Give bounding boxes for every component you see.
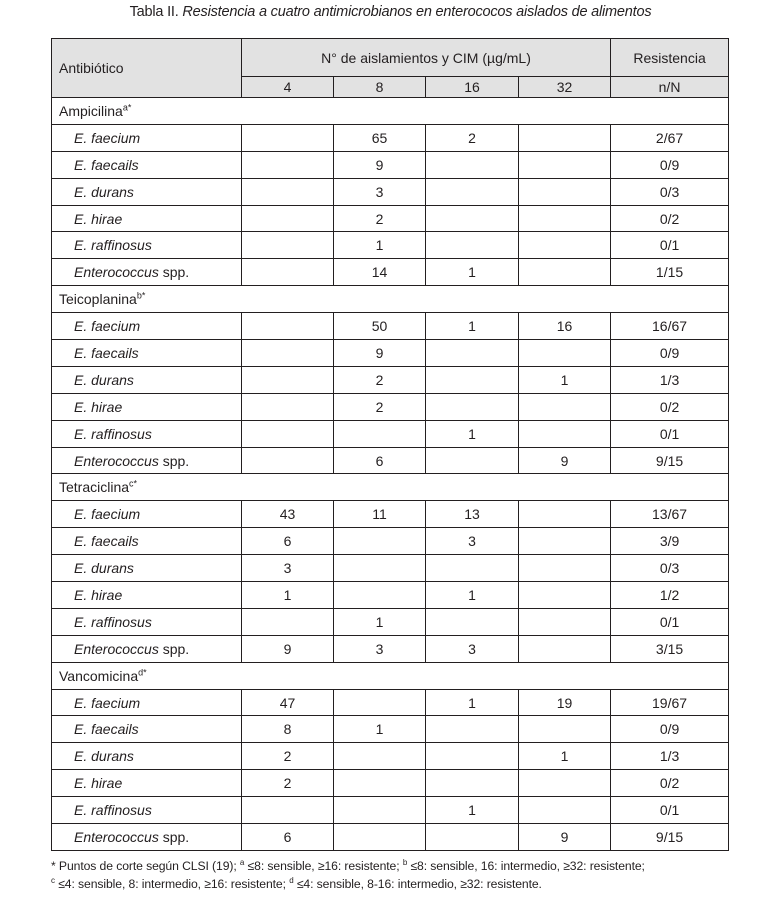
table-row: [52, 555, 729, 582]
header-antibiotic: Antibiótico: [52, 39, 242, 98]
species-cell: [52, 689, 242, 716]
mic-32-cell: [519, 770, 611, 797]
resistance-cell: 0/2: [611, 770, 729, 797]
resistance-cell: 0/9: [611, 716, 729, 743]
species-cell: [52, 447, 242, 474]
mic-32-cell: [519, 178, 611, 205]
mic-16-cell: [426, 366, 519, 393]
species-cell: [52, 259, 242, 286]
resistance-cell: 0/1: [611, 608, 729, 635]
mic-4-cell: [242, 420, 334, 447]
species-name: E. faecails: [74, 533, 139, 550]
section-label: [52, 662, 729, 689]
mic-32-cell: [519, 393, 611, 420]
species-cell: [52, 743, 242, 770]
species-name: E. hirae: [74, 398, 123, 415]
species-cell: [52, 232, 242, 259]
table-row: [52, 447, 729, 474]
antibiotic-footnote-mark: c*: [129, 478, 138, 489]
species-name: E. durans: [74, 183, 134, 200]
section-label: [52, 98, 729, 125]
mic-4-cell: [242, 608, 334, 635]
mic-4-cell: 8: [242, 716, 334, 743]
section-row: [52, 98, 729, 125]
header-mic-16: 16: [426, 77, 519, 98]
mic-32-cell: [519, 151, 611, 178]
footnote-c-text: ≤4: sensible, 8: intermedio, ≥16: resistente;: [54, 877, 290, 891]
mic-4-cell: 6: [242, 528, 334, 555]
mic-8-cell: 2: [334, 393, 426, 420]
species-name: Enterococcus: [74, 828, 159, 845]
mic-8-cell: 11: [334, 501, 426, 528]
mic-8-cell: [334, 824, 426, 851]
mic-32-cell: [519, 608, 611, 635]
mic-8-cell: [334, 528, 426, 555]
footnote-b-text: ≤8: sensible, 16: intermedio, ≥32: resistente;: [407, 859, 645, 873]
mic-16-cell: 1: [426, 259, 519, 286]
species-cell: [52, 582, 242, 609]
resistance-cell: 0/1: [611, 420, 729, 447]
mic-4-cell: [242, 313, 334, 340]
mic-8-cell: [334, 743, 426, 770]
table-row: [52, 797, 729, 824]
table-row: [52, 124, 729, 151]
species-name: E. durans: [74, 371, 134, 388]
mic-32-cell: [519, 582, 611, 609]
species-cell: [52, 528, 242, 555]
mic-16-cell: [426, 232, 519, 259]
species-name: E. faecium: [74, 129, 141, 146]
section-row: [52, 286, 729, 313]
mic-4-cell: [242, 366, 334, 393]
table-row: [52, 582, 729, 609]
mic-4-cell: [242, 447, 334, 474]
species-cell: [52, 420, 242, 447]
caption-title: Resistencia a cuatro antimicrobianos en enterococos aislados de alimentos: [182, 4, 652, 20]
resistance-cell: 16/67: [611, 313, 729, 340]
species-cell: [52, 178, 242, 205]
species-cell: [52, 205, 242, 232]
mic-8-cell: 50: [334, 313, 426, 340]
header-mic-group: N° de aislamientos y CIM (µg/mL): [242, 39, 611, 77]
species-name: E. hirae: [74, 775, 123, 792]
header-resistance: Resistencia: [611, 39, 729, 77]
mic-4-cell: 1: [242, 582, 334, 609]
species-suffix: spp.: [158, 640, 190, 657]
species-cell: [52, 555, 242, 582]
mic-32-cell: [519, 635, 611, 662]
mic-32-cell: [519, 797, 611, 824]
resistance-table: [51, 38, 729, 851]
mic-4-cell: [242, 124, 334, 151]
species-name: E. raffinosus: [74, 613, 152, 630]
section-row: [52, 474, 729, 501]
species-cell: [52, 797, 242, 824]
mic-16-cell: 3: [426, 528, 519, 555]
mic-32-cell: [519, 124, 611, 151]
mic-4-cell: [242, 259, 334, 286]
header-mic-32: 32: [519, 77, 611, 98]
resistance-cell: 1/15: [611, 259, 729, 286]
table-row: [52, 824, 729, 851]
mic-16-cell: 1: [426, 797, 519, 824]
species-name: E. durans: [74, 560, 134, 577]
mic-16-cell: [426, 205, 519, 232]
mic-4-cell: [242, 393, 334, 420]
mic-16-cell: 1: [426, 420, 519, 447]
mic-16-cell: 13: [426, 501, 519, 528]
species-suffix: spp.: [158, 452, 190, 469]
species-name: Enterococcus: [74, 452, 159, 469]
species-cell: [52, 716, 242, 743]
species-name: E. faecails: [74, 344, 139, 361]
resistance-cell: 0/1: [611, 797, 729, 824]
mic-8-cell: [334, 555, 426, 582]
mic-8-cell: [334, 689, 426, 716]
mic-32-cell: 1: [519, 743, 611, 770]
mic-8-cell: 1: [334, 232, 426, 259]
section-row: [52, 662, 729, 689]
mic-4-cell: [242, 797, 334, 824]
mic-4-cell: 9: [242, 635, 334, 662]
species-name: E. raffinosus: [74, 237, 152, 254]
mic-4-cell: 3: [242, 555, 334, 582]
mic-16-cell: [426, 824, 519, 851]
mic-32-cell: 16: [519, 313, 611, 340]
resistance-cell: 0/2: [611, 393, 729, 420]
mic-4-cell: [242, 151, 334, 178]
mic-32-cell: 9: [519, 447, 611, 474]
species-cell: [52, 770, 242, 797]
resistance-cell: 1/2: [611, 582, 729, 609]
mic-4-cell: 43: [242, 501, 334, 528]
resistance-cell: 0/1: [611, 232, 729, 259]
table-row: [52, 501, 729, 528]
mic-32-cell: [519, 340, 611, 367]
antibiotic-name: Vancomicina: [59, 667, 139, 684]
table-row: [52, 420, 729, 447]
species-name: Enterococcus: [74, 640, 159, 657]
section-label: [52, 286, 729, 313]
antibiotic-footnote-mark: d*: [138, 666, 147, 677]
species-name: E. faecium: [74, 318, 141, 335]
table-caption: [0, 4, 781, 20]
mic-4-cell: 2: [242, 770, 334, 797]
resistance-cell: 0/9: [611, 340, 729, 367]
mic-16-cell: 3: [426, 635, 519, 662]
footnote-intro: * Puntos de corte según CLSI (19);: [51, 859, 240, 873]
header-mic-4: 4: [242, 77, 334, 98]
mic-4-cell: [242, 340, 334, 367]
antibiotic-name: Tetraciclina: [59, 479, 130, 496]
resistance-cell: 9/15: [611, 824, 729, 851]
resistance-cell: 9/15: [611, 447, 729, 474]
table-row: [52, 313, 729, 340]
table-row: [52, 259, 729, 286]
species-cell: [52, 124, 242, 151]
mic-16-cell: [426, 151, 519, 178]
footnote-a-text: ≤8: sensible, ≥16: resistente;: [244, 859, 403, 873]
mic-32-cell: [519, 716, 611, 743]
mic-16-cell: [426, 178, 519, 205]
mic-8-cell: 2: [334, 366, 426, 393]
mic-32-cell: [519, 420, 611, 447]
species-name: E. faecium: [74, 694, 141, 711]
resistance-cell: 13/67: [611, 501, 729, 528]
mic-16-cell: 2: [426, 124, 519, 151]
species-cell: [52, 340, 242, 367]
mic-32-cell: [519, 259, 611, 286]
resistance-cell: 0/9: [611, 151, 729, 178]
mic-8-cell: 2: [334, 205, 426, 232]
resistance-cell: 0/3: [611, 178, 729, 205]
table-row: [52, 528, 729, 555]
mic-8-cell: [334, 420, 426, 447]
mic-16-cell: [426, 393, 519, 420]
species-cell: [52, 608, 242, 635]
mic-4-cell: [242, 178, 334, 205]
mic-4-cell: 47: [242, 689, 334, 716]
caption-label: Tabla II.: [129, 4, 179, 20]
mic-8-cell: 9: [334, 151, 426, 178]
species-cell: [52, 366, 242, 393]
resistance-cell: 19/67: [611, 689, 729, 716]
mic-32-cell: 1: [519, 366, 611, 393]
mic-16-cell: [426, 340, 519, 367]
mic-16-cell: 1: [426, 689, 519, 716]
mic-32-cell: 19: [519, 689, 611, 716]
table-row: [52, 205, 729, 232]
mic-4-cell: 6: [242, 824, 334, 851]
mic-16-cell: [426, 447, 519, 474]
species-suffix: spp.: [158, 264, 190, 281]
header-mic-8: 8: [334, 77, 426, 98]
mic-8-cell: [334, 797, 426, 824]
mic-16-cell: [426, 716, 519, 743]
mic-16-cell: [426, 770, 519, 797]
antibiotic-footnote-mark: a*: [122, 102, 132, 113]
resistance-cell: 0/3: [611, 555, 729, 582]
footnote-c-mark: c: [51, 875, 55, 885]
mic-8-cell: [334, 770, 426, 797]
species-name: E. hirae: [74, 586, 123, 603]
footnote: [51, 857, 771, 893]
species-name: E. raffinosus: [74, 425, 152, 442]
mic-4-cell: [242, 232, 334, 259]
table-row: [52, 340, 729, 367]
mic-32-cell: 9: [519, 824, 611, 851]
table-row: [52, 178, 729, 205]
mic-32-cell: [519, 555, 611, 582]
species-name: Enterococcus: [74, 264, 159, 281]
table-row: [52, 635, 729, 662]
mic-4-cell: [242, 205, 334, 232]
species-name: E. faecails: [74, 721, 139, 738]
mic-8-cell: 6: [334, 447, 426, 474]
mic-4-cell: 2: [242, 743, 334, 770]
mic-16-cell: [426, 743, 519, 770]
mic-8-cell: 3: [334, 635, 426, 662]
mic-32-cell: [519, 528, 611, 555]
section-label: [52, 474, 729, 501]
mic-8-cell: 1: [334, 716, 426, 743]
species-name: E. durans: [74, 748, 134, 765]
species-cell: [52, 393, 242, 420]
footnote-b-mark: b: [402, 857, 408, 867]
species-name: E. faecails: [74, 156, 139, 173]
resistance-cell: 1/3: [611, 743, 729, 770]
species-cell: [52, 313, 242, 340]
table-row: [52, 393, 729, 420]
mic-8-cell: [334, 582, 426, 609]
mic-16-cell: 1: [426, 313, 519, 340]
mic-32-cell: [519, 501, 611, 528]
resistance-cell: 2/67: [611, 124, 729, 151]
mic-32-cell: [519, 205, 611, 232]
species-cell: [52, 501, 242, 528]
mic-16-cell: [426, 555, 519, 582]
footnote-d-mark: d: [289, 875, 294, 885]
header-resistance-sub: n/N: [611, 77, 729, 98]
table-row: [52, 151, 729, 178]
species-cell: [52, 824, 242, 851]
mic-8-cell: 9: [334, 340, 426, 367]
resistance-cell: 3/9: [611, 528, 729, 555]
footnote-a-mark: a: [239, 857, 245, 867]
table-row: [52, 743, 729, 770]
footnote-d-text: ≤4: sensible, 8-16: intermedio, ≥32: resistente.: [293, 877, 542, 891]
species-cell: [52, 635, 242, 662]
mic-8-cell: 14: [334, 259, 426, 286]
table-row: [52, 232, 729, 259]
table-row: [52, 366, 729, 393]
resistance-cell: 3/15: [611, 635, 729, 662]
mic-8-cell: 65: [334, 124, 426, 151]
species-name: E. hirae: [74, 210, 123, 227]
table-row: [52, 770, 729, 797]
table-row: [52, 689, 729, 716]
antibiotic-footnote-mark: b*: [136, 290, 146, 301]
mic-16-cell: 1: [426, 582, 519, 609]
mic-8-cell: 1: [334, 608, 426, 635]
antibiotic-name: Ampicilina: [59, 102, 123, 119]
species-name: E. raffinosus: [74, 802, 152, 819]
mic-32-cell: [519, 232, 611, 259]
antibiotic-name: Teicoplanina: [59, 291, 137, 308]
resistance-cell: 0/2: [611, 205, 729, 232]
mic-16-cell: [426, 608, 519, 635]
table-row: [52, 716, 729, 743]
species-suffix: spp.: [158, 828, 190, 845]
resistance-cell: 1/3: [611, 366, 729, 393]
species-cell: [52, 151, 242, 178]
mic-8-cell: 3: [334, 178, 426, 205]
table-row: [52, 608, 729, 635]
species-name: E. faecium: [74, 506, 141, 523]
